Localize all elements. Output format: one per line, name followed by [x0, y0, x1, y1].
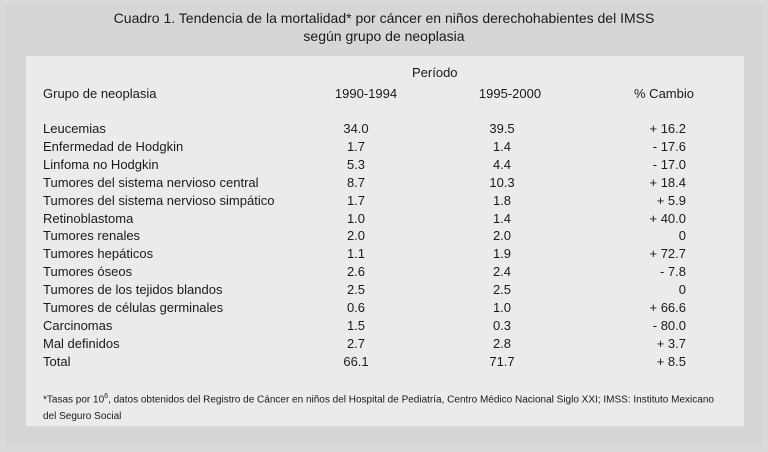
cell-period-1: 1.7	[346, 138, 366, 154]
cell-period-1: 1.1	[346, 246, 366, 262]
cell-change: + 3.7	[656, 335, 686, 351]
cell-period-2: 10.3	[489, 174, 515, 190]
cell-period-1: 2.7	[346, 335, 366, 351]
table-row	[0, 245, 768, 263]
cell-period-2: 4.4	[492, 156, 512, 172]
footnote	[43, 388, 728, 425]
cell-period-1: 2.0	[346, 228, 366, 244]
cell-change: + 66.6	[649, 300, 686, 315]
period-header: Período	[412, 65, 458, 80]
cell-period-1: 66.1	[343, 353, 369, 369]
table-row	[0, 138, 768, 156]
cell-change: - 17.0	[652, 156, 686, 172]
cell-period-1: 2.5	[346, 282, 366, 298]
header-period-2: 1995-2000	[478, 86, 542, 101]
cell-group: Mal definidos	[43, 335, 120, 351]
footnote-lead: *Tasas por 10	[43, 394, 105, 406]
cell-period-2: 2.0	[492, 228, 512, 244]
caption-line-2: según grupo de neoplasia	[303, 28, 465, 44]
table-row	[0, 317, 768, 335]
cell-period-2: 2.8	[492, 335, 512, 351]
cell-group: Linfoma no Hodgkin	[43, 156, 159, 172]
table-row	[0, 227, 768, 245]
cell-change: + 72.7	[649, 246, 686, 262]
header-period-1: 1990-1994	[334, 86, 398, 101]
table-row	[0, 353, 768, 371]
cell-period-2: 1.0	[492, 300, 512, 315]
table-row	[0, 263, 768, 281]
cell-change: 0	[678, 228, 686, 244]
table-row	[0, 299, 768, 317]
cell-change: + 40.0	[649, 210, 686, 226]
table-row	[0, 156, 768, 174]
cell-group: Carcinomas	[43, 317, 113, 333]
cell-period-2: 1.4	[492, 210, 512, 226]
header-change: % Cambio	[634, 86, 694, 101]
table-row	[0, 335, 768, 353]
cell-change: + 16.2	[649, 121, 686, 136]
cell-period-1: 5.3	[346, 156, 366, 172]
cell-group: Tumores de células germinales	[43, 300, 224, 315]
table-row	[0, 174, 768, 192]
cell-group: Tumores de los tejidos blandos	[43, 282, 223, 298]
table-row	[0, 210, 768, 228]
cell-period-1: 0.6	[346, 300, 366, 315]
cell-period-2: 2.5	[492, 282, 512, 298]
cell-period-2: 2.4	[492, 264, 512, 280]
table-row	[0, 192, 768, 210]
footnote-text: , datos obtenidos del Registro de Cáncer en niños del Hospital de Pediatría, Centro Médico Nacional Siglo XXI; IMSS: Instituto Mexicano del Seguro Social	[43, 394, 714, 423]
cell-change: + 8.5	[656, 353, 686, 369]
cell-period-2: 1.8	[492, 192, 512, 208]
caption-line-1: Cuadro 1. Tendencia de la mortalidad* por cáncer en niños derechohabientes del IMSS	[113, 10, 655, 26]
cell-change: + 18.4	[649, 174, 686, 190]
header-group: Grupo de neoplasia	[43, 86, 157, 101]
cell-group: Tumores hepáticos	[43, 246, 154, 262]
cell-period-1: 1.5	[346, 317, 366, 333]
cell-period-2: 1.9	[492, 246, 512, 262]
cell-period-1: 8.7	[346, 174, 366, 190]
table-row	[0, 281, 768, 299]
cell-change: - 80.0	[652, 317, 686, 333]
cell-change: - 7.8	[659, 264, 686, 280]
cell-period-1: 1.7	[346, 192, 366, 208]
cell-change: + 5.9	[656, 192, 686, 208]
cell-group: Retinoblastoma	[43, 210, 134, 226]
cell-period-2: 1.4	[492, 138, 512, 154]
cell-period-2: 39.5	[489, 121, 515, 136]
cell-change: 0	[678, 282, 686, 298]
cell-group: Leucemias	[43, 121, 106, 136]
cell-period-1: 2.6	[346, 264, 366, 280]
table-caption	[0, 9, 768, 45]
cell-group: Tumores del sistema nervioso simpático	[43, 192, 275, 208]
cell-period-2: 0.3	[492, 317, 512, 333]
cell-group: Enfermedad de Hodgkin	[43, 138, 184, 154]
cell-group: Tumores del sistema nervioso central	[43, 174, 259, 190]
cell-group: Tumores renales	[43, 228, 141, 244]
cell-change: - 17.6	[652, 138, 686, 154]
cell-period-1: 34.0	[343, 121, 369, 136]
cell-period-1: 1.0	[346, 210, 366, 226]
footnote-exponent: 6	[104, 393, 109, 400]
cell-period-2: 71.7	[489, 353, 515, 369]
cell-group: Total	[43, 353, 71, 369]
cell-group: Tumores óseos	[43, 264, 133, 280]
table-row	[0, 120, 768, 138]
